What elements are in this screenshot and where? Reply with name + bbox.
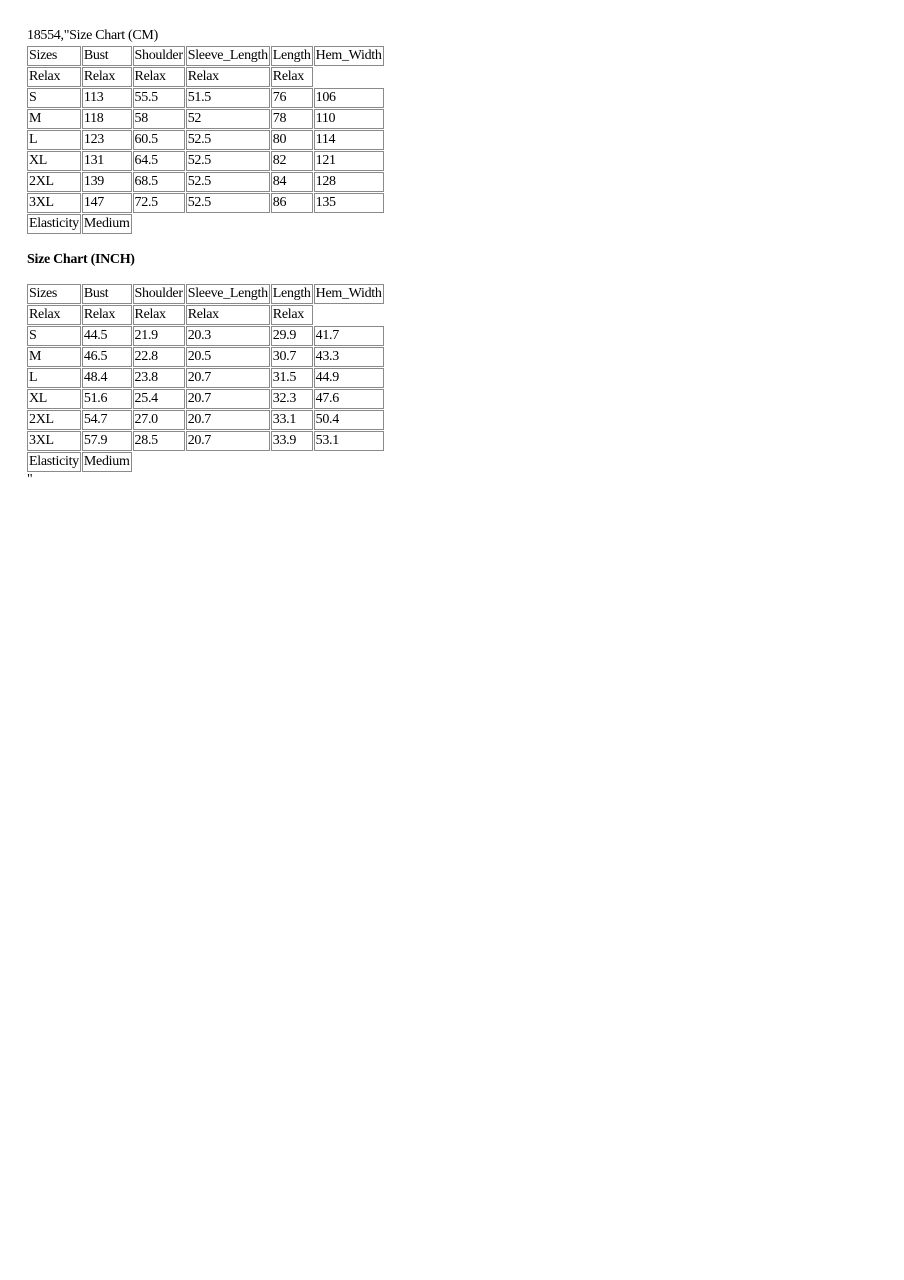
size-cell: S	[27, 326, 81, 346]
table-cell: 21.9	[133, 326, 185, 346]
table-cell: 113	[82, 88, 132, 108]
table-row	[27, 88, 384, 108]
fit-cell: Relax	[271, 305, 313, 325]
table-fit-row	[27, 305, 384, 325]
table-cell: 28.5	[133, 431, 185, 451]
fit-cell: Relax	[186, 67, 270, 87]
table-cell: 47.6	[314, 389, 384, 409]
table-row	[27, 389, 384, 409]
table-cell: 51.6	[82, 389, 132, 409]
column-header: Bust	[82, 46, 132, 66]
table-cell: 139	[82, 172, 132, 192]
size-chart-cm-table	[26, 45, 385, 235]
table-cell: 43.3	[314, 347, 384, 367]
column-header: Shoulder	[133, 284, 185, 304]
size-cell: M	[27, 109, 81, 129]
fit-cell: Relax	[271, 67, 313, 87]
table-cell: 84	[271, 172, 313, 192]
table-cell: 52.5	[186, 151, 270, 171]
size-chart-inch-table	[26, 283, 385, 473]
table-fit-row	[27, 67, 384, 87]
column-header: Bust	[82, 284, 132, 304]
empty-cell	[314, 214, 384, 234]
size-cell: 3XL	[27, 431, 81, 451]
size-cell: M	[27, 347, 81, 367]
table-cell: 46.5	[82, 347, 132, 367]
size-cell: S	[27, 88, 81, 108]
column-header: Length	[271, 46, 313, 66]
document-header-text: 18554,"Size Chart (CM)	[27, 28, 158, 43]
table-row	[27, 347, 384, 367]
table-cell: 44.9	[314, 368, 384, 388]
size-cell: L	[27, 368, 81, 388]
table-row	[27, 431, 384, 451]
table-cell: 22.8	[133, 347, 185, 367]
empty-cell	[133, 452, 185, 472]
table-cell: 50.4	[314, 410, 384, 430]
table-row	[27, 410, 384, 430]
table-row	[27, 326, 384, 346]
column-header: Sleeve_Length	[186, 46, 270, 66]
table-row	[27, 109, 384, 129]
fit-cell	[314, 67, 384, 87]
column-header: Shoulder	[133, 46, 185, 66]
table-cell: 123	[82, 130, 132, 150]
elasticity-value: Medium	[82, 452, 132, 472]
table-cell: 33.1	[271, 410, 313, 430]
table-cell: 114	[314, 130, 384, 150]
table-cell: 20.7	[186, 410, 270, 430]
size-cell: XL	[27, 389, 81, 409]
table-cell: 41.7	[314, 326, 384, 346]
table-cell: 72.5	[133, 193, 185, 213]
size-chart-inch-heading: Size Chart (INCH)	[27, 252, 135, 267]
elasticity-label: Elasticity	[27, 452, 81, 472]
empty-cell	[133, 214, 185, 234]
table-row	[27, 193, 384, 213]
table-cell: 52.5	[186, 130, 270, 150]
table-elasticity-row	[27, 214, 384, 234]
table-cell: 20.7	[186, 431, 270, 451]
table-cell: 32.3	[271, 389, 313, 409]
table-cell: 27.0	[133, 410, 185, 430]
fit-cell: Relax	[27, 67, 81, 87]
table-elasticity-row	[27, 452, 384, 472]
table-cell: 29.9	[271, 326, 313, 346]
table-cell: 60.5	[133, 130, 185, 150]
fit-cell: Relax	[82, 67, 132, 87]
table-cell: 23.8	[133, 368, 185, 388]
table-cell: 64.5	[133, 151, 185, 171]
table-cell: 57.9	[82, 431, 132, 451]
table-header-row	[27, 46, 384, 66]
table-cell: 20.7	[186, 368, 270, 388]
table-cell: 121	[314, 151, 384, 171]
table-row	[27, 151, 384, 171]
table-cell: 147	[82, 193, 132, 213]
table-cell: 52	[186, 109, 270, 129]
table-cell: 78	[271, 109, 313, 129]
table-cell: 51.5	[186, 88, 270, 108]
fit-cell	[314, 305, 384, 325]
elasticity-label: Elasticity	[27, 214, 81, 234]
fit-cell: Relax	[133, 67, 185, 87]
table-cell: 80	[271, 130, 313, 150]
empty-cell	[271, 452, 313, 472]
empty-cell	[186, 214, 270, 234]
column-header: Sizes	[27, 284, 81, 304]
table-cell: 33.9	[271, 431, 313, 451]
empty-cell	[271, 214, 313, 234]
empty-cell	[314, 452, 384, 472]
column-header: Sleeve_Length	[186, 284, 270, 304]
table-cell: 131	[82, 151, 132, 171]
table-cell: 25.4	[133, 389, 185, 409]
fit-cell: Relax	[27, 305, 81, 325]
column-header: Hem_Width	[314, 284, 384, 304]
table-row	[27, 130, 384, 150]
table-cell: 48.4	[82, 368, 132, 388]
table-row	[27, 172, 384, 192]
size-cell: 3XL	[27, 193, 81, 213]
table-cell: 82	[271, 151, 313, 171]
table-header-row	[27, 284, 384, 304]
table-row	[27, 368, 384, 388]
size-cell: 2XL	[27, 172, 81, 192]
table-cell: 128	[314, 172, 384, 192]
table-cell: 20.7	[186, 389, 270, 409]
fit-cell: Relax	[133, 305, 185, 325]
table-cell: 68.5	[133, 172, 185, 192]
table-cell: 53.1	[314, 431, 384, 451]
size-cell: 2XL	[27, 410, 81, 430]
table-cell: 110	[314, 109, 384, 129]
table-cell: 30.7	[271, 347, 313, 367]
table-cell: 20.3	[186, 326, 270, 346]
table-cell: 52.5	[186, 172, 270, 192]
empty-cell	[186, 452, 270, 472]
table-cell: 86	[271, 193, 313, 213]
column-header: Sizes	[27, 46, 81, 66]
fit-cell: Relax	[186, 305, 270, 325]
table-cell: 52.5	[186, 193, 270, 213]
table-cell: 106	[314, 88, 384, 108]
size-cell: L	[27, 130, 81, 150]
table-cell: 20.5	[186, 347, 270, 367]
table-cell: 135	[314, 193, 384, 213]
table-cell: 76	[271, 88, 313, 108]
table-cell: 58	[133, 109, 185, 129]
table-cell: 55.5	[133, 88, 185, 108]
size-cell: XL	[27, 151, 81, 171]
table-cell: 44.5	[82, 326, 132, 346]
table-cell: 54.7	[82, 410, 132, 430]
column-header: Length	[271, 284, 313, 304]
document	[27, 27, 385, 487]
column-header: Hem_Width	[314, 46, 384, 66]
fit-cell: Relax	[82, 305, 132, 325]
trailing-quote: "	[27, 472, 33, 487]
elasticity-value: Medium	[82, 214, 132, 234]
table-cell: 31.5	[271, 368, 313, 388]
table-cell: 118	[82, 109, 132, 129]
